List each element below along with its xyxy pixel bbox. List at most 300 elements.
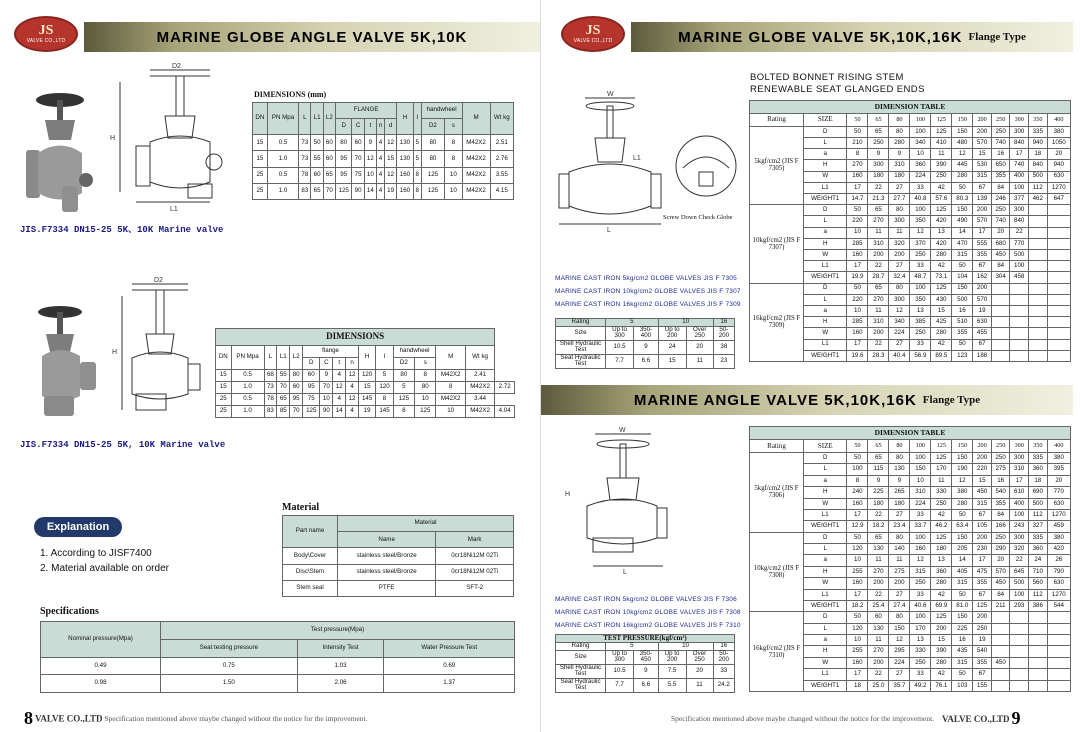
table-cell: 2.06 [297, 675, 384, 693]
table-cell [1047, 612, 1070, 623]
table-cell: M42X2 [462, 183, 490, 199]
svg-text:L: L [607, 227, 611, 234]
table-cell: 280 [952, 498, 973, 509]
table-cell: 200 [868, 657, 889, 668]
table-cell: 420 [931, 238, 952, 249]
table-cell: 4 [376, 167, 384, 183]
valve-photo-1 [20, 88, 102, 213]
table-cell: 630 [1047, 498, 1070, 509]
dt1-size-col: 350 [1028, 114, 1047, 126]
table-cell: 320 [1010, 544, 1029, 555]
table-cell: 459 [1047, 521, 1070, 532]
table-cell [1010, 680, 1029, 691]
table-cell: 11 [931, 475, 952, 486]
table-cell: 65 [868, 126, 889, 137]
table-cell: 33 [910, 339, 931, 350]
col-mark: Mark [436, 532, 514, 548]
row-label-cell: WEIGHT1 [804, 272, 847, 283]
table-row [253, 183, 514, 199]
dt2-size-col: 200 [973, 440, 992, 453]
table-cell: 220 [973, 464, 992, 475]
table-cell: 315 [952, 578, 973, 589]
footer-note: Specification mentioned above maybe changed without the notice for the improvement. [104, 714, 368, 723]
table-cell: 243 [1010, 521, 1029, 532]
table-cell: 8 [393, 405, 414, 417]
table-cell: 8 [413, 167, 421, 183]
row-label-cell: L [804, 216, 847, 227]
table-cell: 150 [910, 464, 931, 475]
explanation-line-2: 2. Material available on order [40, 563, 169, 574]
table-cell [1028, 283, 1047, 294]
table-cell: 4 [346, 381, 359, 393]
table-cell: 21.3 [868, 193, 889, 204]
table-cell: 150 [952, 126, 973, 137]
table-cell: 20 [991, 227, 1010, 238]
col-c: C [320, 357, 333, 369]
table-cell: 420 [931, 216, 952, 227]
table-cell: 18 [847, 680, 868, 691]
table-cell [1047, 657, 1070, 668]
table-cell: 10 [364, 167, 376, 183]
table-cell: 8 [376, 393, 393, 405]
test2-rating-label: Rating [556, 643, 606, 651]
table-cell: 450 [973, 487, 992, 498]
table-cell: 35.7 [889, 680, 910, 691]
svg-text:D2: D2 [172, 63, 181, 70]
table-cell: 12 [346, 369, 359, 381]
check-globe-drawing [665, 128, 747, 218]
table-cell: 162 [973, 272, 992, 283]
table-cell: 90 [352, 183, 364, 199]
dt2-size-col: 250 [991, 440, 1010, 453]
table-cell: 60 [323, 151, 335, 167]
table-cell: 65 [868, 532, 889, 543]
table-cell: 315 [973, 498, 992, 509]
table-cell: 10 [415, 393, 436, 405]
row-label-cell: W [804, 328, 847, 339]
logo-mark: JS [585, 22, 601, 38]
table-cell: 740 [991, 216, 1010, 227]
col-name: Name [337, 532, 435, 548]
table-cell: 10 [847, 227, 868, 238]
table-cell [1028, 294, 1047, 305]
table-cell: 76.1 [931, 680, 952, 691]
table-cell: 211 [991, 600, 1010, 611]
col-n: n [346, 357, 359, 369]
table-cell: 650 [991, 160, 1010, 171]
table-cell: 540 [973, 646, 992, 657]
table-cell: 60 [323, 135, 335, 151]
table-cell: 160 [847, 498, 868, 509]
table-cell: 840 [1010, 137, 1029, 148]
table-cell: 100 [910, 453, 931, 464]
table-cell: 17 [973, 555, 992, 566]
table-cell: 25.4 [868, 600, 889, 611]
table-cell [1010, 623, 1029, 634]
table-cell: 250 [868, 137, 889, 148]
table-cell: 27 [889, 182, 910, 193]
table-cell: 386 [1028, 600, 1047, 611]
table-cell: M42X2 [465, 405, 494, 417]
table-cell: 9 [634, 664, 659, 678]
table-cell: 19.6 [847, 350, 868, 361]
table-cell: 70 [352, 151, 364, 167]
table-cell: 200 [973, 126, 992, 137]
table-cell: 100 [910, 612, 931, 623]
table-cell: 100 [1010, 182, 1029, 193]
table-cell: 300 [889, 294, 910, 305]
caption-2: JIS.F7334 DN15-25 5K, 10K Marine valve [20, 440, 226, 450]
table-cell: 340 [889, 317, 910, 328]
table-cell [1047, 317, 1070, 328]
table-cell [1028, 328, 1047, 339]
table-cell: 22 [868, 589, 889, 600]
table-cell: 340 [910, 137, 931, 148]
table-cell: 450 [991, 657, 1010, 668]
table-cell: M42X2 [462, 135, 490, 151]
description-line-1: BOLTED BONNET RISING STEM [750, 72, 904, 83]
table-cell: 15 [216, 369, 232, 381]
table-cell: 26 [1047, 555, 1070, 566]
table-cell [1028, 612, 1047, 623]
table-cell: Disc\Stem [283, 564, 338, 580]
table-cell: 8 [445, 151, 462, 167]
table-cell: 150 [952, 453, 973, 464]
table-cell [1047, 272, 1070, 283]
col-s: s [445, 119, 462, 135]
angle-label-3: MARINE CAST IRON 16kg/cm2 GLOBE VALVES JIS F 7310 [555, 622, 741, 629]
row-label-cell: L1 [804, 509, 847, 520]
table-cell: 9 [634, 340, 659, 354]
table-cell: 125 [421, 183, 444, 199]
table-cell: 275 [889, 566, 910, 577]
table-cell: Stem seal [283, 580, 338, 596]
test1-size-4: Over 250 [686, 326, 713, 340]
table-cell [1010, 612, 1029, 623]
col-s: s [415, 357, 436, 369]
table-cell: 27.7 [889, 193, 910, 204]
table-cell [1010, 669, 1029, 680]
dt1-size-col: 100 [910, 114, 931, 126]
table-cell: 9 [364, 135, 376, 151]
table-cell: 15 [931, 635, 952, 646]
col-d: D [303, 357, 320, 369]
table-cell: 27 [889, 669, 910, 680]
table-cell: 570 [973, 216, 992, 227]
table-cell: 65 [868, 453, 889, 464]
table-cell: 425 [931, 317, 952, 328]
dt2-size-label: SIZE [804, 440, 847, 453]
table-cell: 380 [952, 487, 973, 498]
table-cell: 19 [358, 405, 375, 417]
table-cell: 20 [991, 555, 1010, 566]
row-label-cell: WEIGHT1 [804, 350, 847, 361]
table-cell: 125 [931, 126, 952, 137]
table-cell: 270 [868, 216, 889, 227]
table-cell [1028, 272, 1047, 283]
dt2-size-col: 125 [931, 440, 952, 453]
material-table [282, 515, 514, 597]
table-cell: 22 [868, 669, 889, 680]
table-cell: 28.7 [868, 272, 889, 283]
table-cell: 100 [1010, 589, 1029, 600]
test1-size-2: 350-400 [634, 326, 659, 340]
table-row [556, 354, 735, 368]
table-cell: 13 [910, 635, 931, 646]
table-cell: 355 [973, 578, 992, 589]
test2-title: TEST PRESSURE(kgf/cm²) [556, 635, 735, 643]
table-cell [1028, 623, 1047, 634]
table-cell: 2.72 [495, 381, 515, 393]
table-cell: 1.0 [231, 381, 264, 393]
table-cell: 10 [847, 305, 868, 316]
dt1-size-col: 50 [847, 114, 868, 126]
svg-text:L1: L1 [170, 206, 178, 212]
globe-label-2: MARINE CAST IRON 10kg/cm2 GLOBE VALVES JIS F 7307 [555, 288, 741, 295]
table-cell: 130 [397, 135, 414, 151]
dt1-body [750, 126, 1071, 361]
screw-down-label: Screw Down Check Globe [663, 214, 733, 221]
col-l1: L1 [311, 103, 323, 135]
table-cell: 14 [333, 405, 346, 417]
col-water: Water Pressure Test [384, 639, 515, 657]
table-row [253, 151, 514, 167]
col-handwheel: handwheel [421, 103, 462, 119]
dt2-title: DIMENSION TABLE [750, 427, 1071, 440]
col-t: t [333, 357, 346, 369]
table-cell: 610 [1010, 487, 1029, 498]
table-cell: 270 [847, 160, 868, 171]
table-cell: 95 [303, 381, 320, 393]
table-cell: 20 [686, 340, 713, 354]
table-cell: 390 [931, 160, 952, 171]
table-cell [1028, 238, 1047, 249]
table-cell: 200 [889, 578, 910, 589]
table-cell: 125 [973, 600, 992, 611]
table-cell: 5 [413, 151, 421, 167]
row-label-cell: L1 [804, 589, 847, 600]
dt2-size-col: 100 [910, 440, 931, 453]
table-cell: 315 [910, 566, 931, 577]
table-cell: 500 [1010, 249, 1029, 260]
table-cell: 24 [1028, 555, 1047, 566]
table-cell [1047, 669, 1070, 680]
table-cell: 0cr18Ni12M 02Ti [436, 564, 514, 580]
table-cell: 1270 [1047, 509, 1070, 520]
dt2-size-col: 80 [889, 440, 910, 453]
table-cell: 100 [910, 532, 931, 543]
table-cell [1047, 249, 1070, 260]
table-cell: 95 [290, 393, 303, 405]
table-cell: 10 [436, 405, 465, 417]
row-label-cell: L [804, 137, 847, 148]
title-banner-1 [631, 22, 1073, 52]
table-cell: 480 [952, 137, 973, 148]
table-cell: 125 [931, 453, 952, 464]
table-cell: 250 [991, 532, 1010, 543]
table-cell: 22 [868, 261, 889, 272]
row-label-cell: a [804, 475, 847, 486]
page-subtitle-1: Flange Type [968, 31, 1026, 43]
table-cell: 330 [910, 646, 931, 657]
row-label-cell: WEIGHT1 [804, 600, 847, 611]
table-cell: 570 [973, 137, 992, 148]
table-cell: 80 [889, 532, 910, 543]
table-cell: 5.5 [658, 678, 686, 692]
table-cell: 70 [277, 381, 290, 393]
table-cell [1010, 305, 1029, 316]
table-cell: 540 [991, 487, 1010, 498]
test1-size-3: Up to 200 [658, 326, 686, 340]
row-label-cell: H [804, 317, 847, 328]
table-cell: Shell Hydraulic Test [556, 340, 606, 354]
table-cell [1047, 261, 1070, 272]
table-cell: 18 [1028, 475, 1047, 486]
globe-label-1: MARINE CAST IRON 5kg/cm2 GLOBE VALVES JIS F 7305 [555, 275, 737, 282]
table-cell: 150 [952, 532, 973, 543]
globe-labels [555, 272, 741, 311]
table-cell: 67 [973, 589, 992, 600]
dim2-body [216, 369, 515, 417]
table-cell [1047, 635, 1070, 646]
rating-cell: 16kgf/cm2 (JIS F 7310) [750, 612, 804, 692]
table-cell: 450 [991, 578, 1010, 589]
row-label-cell: a [804, 227, 847, 238]
table-cell: 250 [931, 498, 952, 509]
row-label-cell: W [804, 498, 847, 509]
table-cell: 115 [868, 464, 889, 475]
table-cell: 280 [889, 137, 910, 148]
table-cell [1028, 339, 1047, 350]
table-cell: 370 [910, 238, 931, 249]
table-cell: 130 [889, 464, 910, 475]
table-cell: 360 [1028, 464, 1047, 475]
table-cell: 25 [253, 167, 268, 183]
table-cell: 42 [931, 261, 952, 272]
col-i: I [376, 345, 393, 369]
table-cell: 130 [397, 151, 414, 167]
table-cell: 50 [952, 261, 973, 272]
table-cell: M42X2 [436, 393, 465, 405]
spec-body [41, 657, 515, 693]
table-cell: 78 [299, 167, 311, 183]
table-cell: 83 [299, 183, 311, 199]
table-cell: 18 [1028, 149, 1047, 160]
table-cell [1010, 294, 1029, 305]
col-nominal: Nominal pressure(Mpa) [41, 622, 161, 658]
table-cell: 160 [847, 328, 868, 339]
table-cell: 85 [277, 405, 290, 417]
rating-cell: 10kgf/cm2 (JIS F 7307) [750, 205, 804, 283]
table-row [216, 405, 515, 417]
table-cell: 55 [277, 369, 290, 381]
table-cell: Seat Hydraulic Test [556, 354, 606, 368]
table-cell: 50 [847, 532, 868, 543]
table-cell: 475 [973, 566, 992, 577]
col-wt: Wt kg [490, 103, 513, 135]
page-subtitle-2: Flange Type [922, 394, 981, 406]
table-cell: 380 [1047, 126, 1070, 137]
table-cell: 12 [952, 475, 973, 486]
table-cell: 125 [931, 205, 952, 216]
table-cell: 84 [991, 589, 1010, 600]
table-cell: 400 [1010, 498, 1029, 509]
table-cell: 5 [376, 369, 393, 381]
table-cell: 83 [264, 405, 277, 417]
dt2-size-col: 50 [847, 440, 868, 453]
row-label-cell: L [804, 623, 847, 634]
table-cell: 420 [1047, 544, 1070, 555]
globe-valve-drawing [555, 90, 667, 234]
row-label-cell: L1 [804, 669, 847, 680]
col-n: n [376, 119, 384, 135]
table-cell: 55 [311, 151, 323, 167]
table-cell: 84 [991, 509, 1010, 520]
table-cell: 560 [1028, 578, 1047, 589]
table-cell: 145 [376, 405, 393, 417]
test1-rating-label: Rating [556, 319, 606, 327]
table-cell: 17 [847, 261, 868, 272]
table-cell: 188 [973, 350, 992, 361]
table-cell: 50 [311, 135, 323, 151]
table-cell: 40.4 [889, 350, 910, 361]
table-cell: 80 [290, 369, 303, 381]
table-cell: 100 [1010, 261, 1029, 272]
table-cell: 22 [868, 509, 889, 520]
table-cell: 300 [1010, 126, 1029, 137]
title-banner [84, 22, 540, 52]
row-label-cell: L [804, 464, 847, 475]
table-cell [1010, 283, 1029, 294]
table-cell: 50 [952, 339, 973, 350]
table-cell: 410 [931, 137, 952, 148]
table-cell: 73 [264, 381, 277, 393]
table-cell: 355 [952, 328, 973, 339]
table-cell: 462 [1028, 193, 1047, 204]
table-cell: Shell Hydraulic Test [556, 664, 606, 678]
table-cell: 145 [358, 393, 375, 405]
table-cell: 9 [868, 149, 889, 160]
table-cell: 0.5 [267, 167, 298, 183]
col-material: Material [337, 516, 513, 532]
table-cell: 290 [991, 544, 1010, 555]
table-cell: 310 [889, 160, 910, 171]
table-cell: 225 [952, 623, 973, 634]
table-cell: 190 [952, 464, 973, 475]
table-cell: 80 [335, 135, 352, 151]
dt1-size-col: 80 [889, 114, 910, 126]
table-cell: 450 [991, 249, 1010, 260]
col-pn: PN Mpa [231, 345, 264, 369]
test1-body [556, 340, 735, 368]
logo-text: VALVE CO.,LTD [26, 37, 66, 44]
row-label-cell: WEIGHT1 [804, 193, 847, 204]
table-cell: 22 [1010, 227, 1029, 238]
col-test-pressure: Test pressure(Mpa) [161, 622, 515, 640]
row-label-cell: D [804, 612, 847, 623]
table-cell [991, 294, 1010, 305]
table-cell: 200 [973, 612, 992, 623]
table-row [283, 548, 514, 564]
table-cell: 67 [973, 339, 992, 350]
table-cell: 200 [868, 328, 889, 339]
table-cell: 250 [910, 578, 931, 589]
table-cell: 10 [847, 555, 868, 566]
table-cell: 38 [713, 340, 734, 354]
test2-size-label: Size [556, 650, 606, 664]
table-cell [1028, 657, 1047, 668]
table-cell: 250 [973, 623, 992, 634]
